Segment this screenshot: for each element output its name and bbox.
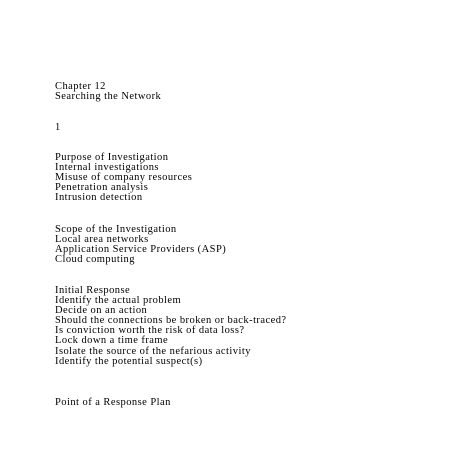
section-heading: Initial Response bbox=[55, 285, 131, 296]
list-item: Cloud computing bbox=[55, 254, 135, 266]
list-item: Should the connections be broken or back-traced? bbox=[55, 315, 287, 327]
section-heading: Scope of the Investigation bbox=[55, 224, 177, 235]
section-heading: Point of a Response Plan bbox=[55, 397, 171, 408]
section-heading: Purpose of Investigation bbox=[55, 152, 169, 163]
initial-response-section bbox=[55, 286, 287, 367]
chapter-title: Searching the Network bbox=[55, 91, 162, 103]
list-item: Application Service Providers (ASP) bbox=[55, 244, 227, 256]
response-plan-section bbox=[55, 398, 171, 408]
page-number: 1 bbox=[55, 122, 61, 133]
page-number-block bbox=[55, 123, 61, 133]
list-item: Is conviction worth the risk of data loss? bbox=[55, 325, 245, 337]
list-item: Decide on an action bbox=[55, 305, 148, 317]
list-item: Identify the actual problem bbox=[55, 295, 182, 307]
scope-section bbox=[55, 225, 226, 265]
chapter-title-block bbox=[55, 82, 161, 102]
list-item: Misuse of company resources bbox=[55, 172, 193, 184]
purpose-section bbox=[55, 153, 192, 203]
list-item: Lock down a time frame bbox=[55, 335, 169, 347]
list-item: Isolate the source of the nefarious activity bbox=[55, 345, 251, 357]
list-item: Internal investigations bbox=[55, 162, 159, 174]
chapter-number: Chapter 12 bbox=[55, 81, 106, 92]
list-item: Penetration analysis bbox=[55, 182, 149, 194]
list-item: Local area networks bbox=[55, 234, 149, 246]
list-item: Identify the potential suspect(s) bbox=[55, 355, 203, 367]
list-item: Intrusion detection bbox=[55, 192, 143, 204]
